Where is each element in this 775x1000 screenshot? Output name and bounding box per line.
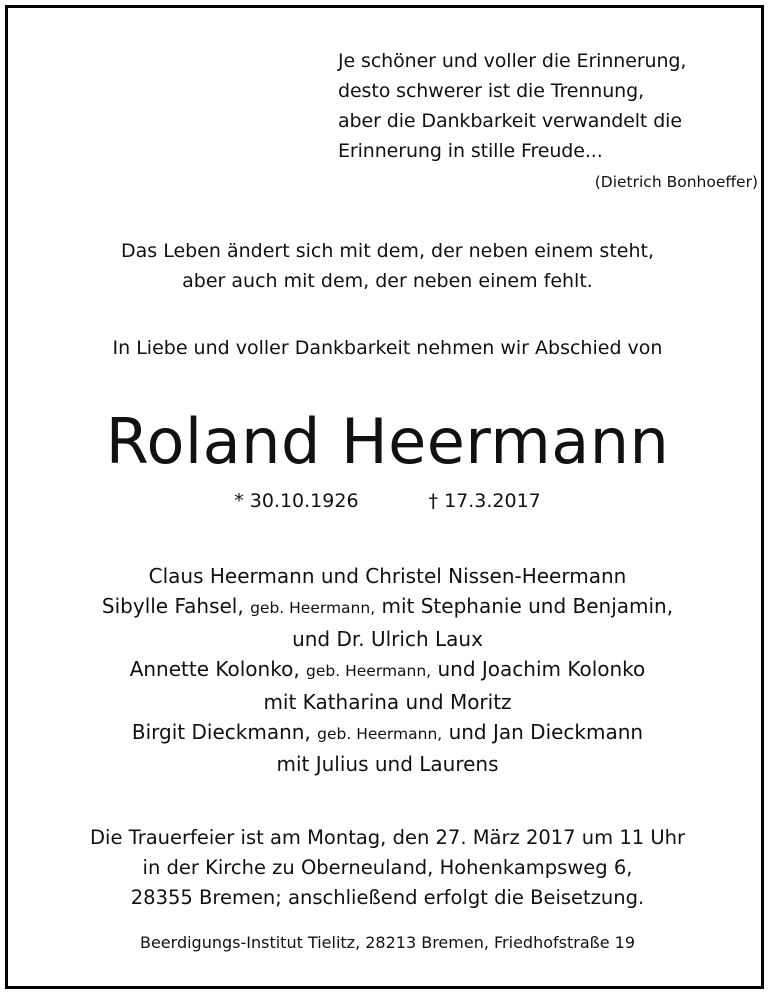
- deceased-name: Roland Heermann: [105, 405, 670, 478]
- quote-line: Erinnerung in stille Freude...: [338, 140, 603, 162]
- mourner-name: Annette Kolonko,: [129, 657, 300, 682]
- mourner-line: [8, 717, 767, 749]
- mourner-name: und Jan Dieckmann: [448, 720, 644, 745]
- death-date: † 17.3.2017: [428, 490, 541, 512]
- maiden-name-note: geb. Heermann,: [250, 599, 376, 618]
- quote-line: aber die Dankbarkeit verwandelt die: [338, 110, 682, 132]
- poem-line: aber auch mit dem, der neben einem fehlt.: [182, 270, 593, 292]
- mourner-name: Birgit Dieckmann,: [131, 720, 311, 745]
- birth-date: * 30.10.1926: [234, 490, 359, 512]
- mourner-name: mit Stephanie und Benjamin,: [381, 594, 674, 619]
- mourner-name: Sibylle Fahsel,: [101, 594, 244, 619]
- bonhoeffer-quote: [338, 46, 758, 166]
- poem: [8, 236, 767, 296]
- maiden-name-note: geb. Heermann,: [306, 662, 432, 681]
- obituary-frame: [5, 5, 764, 989]
- mourner-line: und Dr. Ulrich Laux: [292, 626, 483, 651]
- farewell-intro: In Liebe und voller Dankbarkeit nehmen wir Abschied von: [112, 337, 663, 359]
- life-dates: [8, 486, 767, 516]
- mourner-line: Claus Heermann und Christel Nissen-Heermann: [148, 564, 627, 588]
- poem-line: Das Leben ändert sich mit dem, der neben einem steht,: [120, 240, 655, 262]
- mourners-list: [8, 561, 767, 780]
- maiden-name-note: geb. Heermann,: [317, 725, 443, 744]
- undertaker-info: Beerdigungs-Institut Tielitz, 28213 Bremen, Friedhofstraße 19: [139, 933, 635, 952]
- funeral-details: [8, 823, 767, 913]
- quote-author: (Dietrich Bonhoeffer): [594, 173, 758, 191]
- ceremony-line: 28355 Bremen; anschließend erfolgt die Beisetzung.: [130, 886, 645, 909]
- quote-line: Je schöner und voller die Erinnerung,: [338, 50, 687, 72]
- mourner-line: [8, 654, 767, 686]
- ceremony-line: Die Trauerfeier ist am Montag, den 27. März 2017 um 11 Uhr: [90, 826, 685, 849]
- mourner-line: mit Katharina und Moritz: [263, 689, 512, 714]
- mourner-line: mit Julius und Laurens: [276, 752, 499, 777]
- quote-line: desto schwerer ist die Trennung,: [338, 80, 645, 102]
- ceremony-line: in der Kirche zu Oberneuland, Hohenkampsweg 6,: [142, 856, 633, 879]
- mourner-name: und Joachim Kolonko: [437, 657, 646, 682]
- mourner-line: [8, 591, 767, 623]
